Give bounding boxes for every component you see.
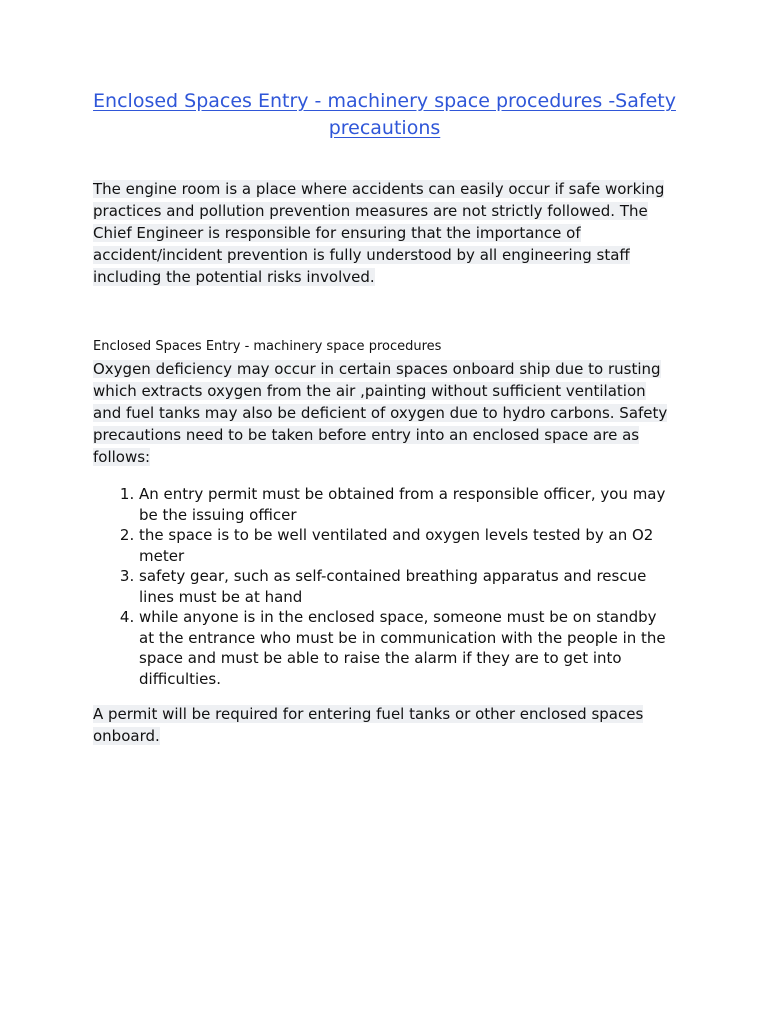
list-item: 2. the space is to be well ventilated and oxygen levels tested by an O2 meter [139, 525, 676, 566]
safety-steps-list [93, 484, 676, 689]
closing-text: A permit will be required for entering fuel tanks or other enclosed spaces onboard. [93, 705, 644, 745]
intro-text: The engine room is a place where accidents can easily occur if safe working practices and pollution prevention measures are not strictly followed. The Chief Engineer is responsible for ensuring that the importance of accident/incident prevention is fully understood by all engineering staff including the potential risks involved. [93, 180, 665, 286]
page-title-link[interactable]: Enclosed Spaces Entry - machinery space procedures -Safety precautions [93, 90, 676, 139]
list-item: 4. while anyone is in the enclosed space, someone must be on standby at the entrance who must be in communication with the people in the space and must be able to raise the alarm if they are to get into difficulties. [139, 607, 676, 689]
list-item: 3. safety gear, such as self-contained breathing apparatus and rescue lines must be at hand [139, 566, 676, 607]
page-title[interactable] [93, 88, 676, 142]
intro-paragraph [93, 178, 676, 288]
section-subheading: Enclosed Spaces Entry - machinery space procedures [93, 339, 442, 354]
list-item: 1. An entry permit must be obtained from a responsible officer, you may be the issuing officer [139, 484, 676, 525]
body-paragraph [93, 358, 676, 468]
closing-paragraph [93, 703, 676, 747]
body-text: Oxygen deficiency may occur in certain spaces onboard ship due to rusting which extracts oxygen from the air ,painting without sufficient ventilation and fuel tanks may also be deficient of oxygen due to hydro carbons. Safety precautions need to be taken before entry into an enclosed space are as follows: [93, 360, 668, 466]
